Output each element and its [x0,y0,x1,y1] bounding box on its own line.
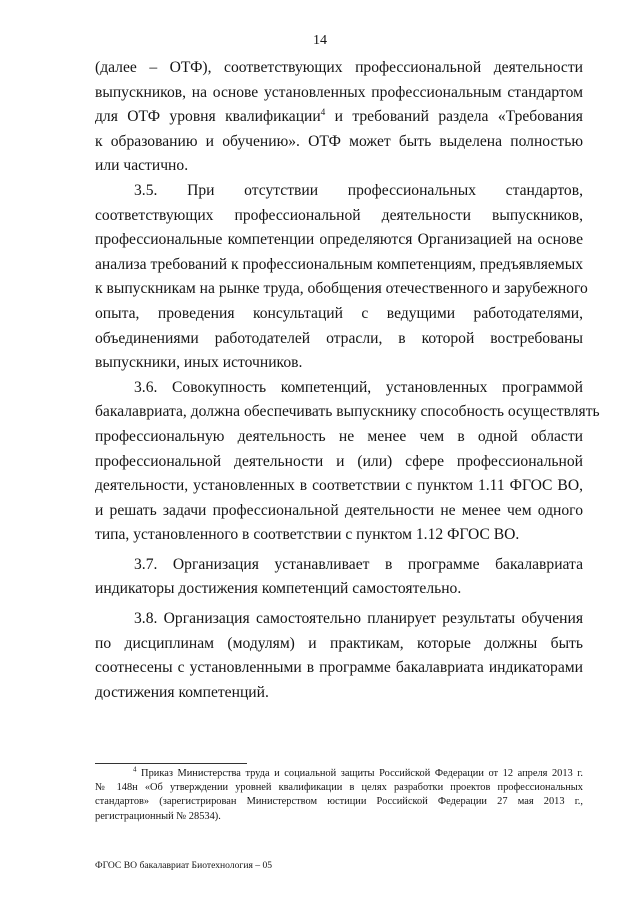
text-line: достижения компетенций. [95,683,269,701]
document-footer: ФГОС ВО бакалавриат Биотехнология – 05 [95,860,273,871]
text-line: выпускников, на основе установленных профессиональным стандартом [95,83,583,101]
text-line: (далее – ОТФ), соответствующих профессиональной деятельности [95,59,583,76]
footnote-line: регистрационный № 28534). [95,810,221,822]
text-line: деятельности, установленных в соответствии с пунктом 1.11 ФГОС ВО, [95,477,583,495]
text-line: или частично. [95,157,189,175]
paragraph-3-8 [95,607,583,705]
text-line: 3.8. Организация самостоятельно планирует результаты обучения [134,610,583,628]
text-line: индикаторы достижения компетенций самостоятельно. [95,580,462,598]
text-line: опыта, проведения консультаций с ведущими работодателями, [95,304,583,322]
text-line: соотнесены с установленными в программе бакалавриата индикаторами [95,659,583,677]
text-line: объединениями работодателей отрасли, в которой востребованы [95,329,583,347]
paragraph-otf-continuation [95,56,583,179]
footnote-separator [95,763,247,764]
text-line: и решать задачи профессиональной деятельности не менее чем одного [95,501,583,519]
page-number: 14 [313,33,327,48]
text-line: типа, установленного в соответствии с пунктом 1.12 ФГОС ВО. [95,526,520,544]
footnote-line: стандартов» (зарегистрирован Министерством юстиции Российской Федерации 27 мая 2013 г., [95,796,583,808]
text-line: бакалавриата, должна обеспечивать выпускнику способность осуществлять [95,403,600,421]
footnote-line: $^4$ Приказ Министерства труда и социальной защиты Российской Федерации от 12 апреля 2013 г. [133,765,583,779]
paragraph-3-6 [95,376,600,548]
footnote-marker: 4 [133,765,137,774]
paragraph-3-5 [95,179,588,376]
text-line: 3.6. Совокупность компетенций, установленных программой [134,378,583,396]
text-line: 3.7. Организация устанавливает в программе бакалавриата [134,555,583,573]
text-line: профессиональную деятельность не менее чем в одной области [95,427,583,445]
footnote [95,767,583,824]
text-line: профессиональные компетенции определяются Организацией на основе [95,231,583,249]
document-body [95,56,600,705]
text-line: 3.5. При отсутствии профессиональных стандартов, [134,181,583,199]
text-line: соответствующих профессиональной деятельности выпускников, [95,206,583,224]
text-line: выпускники, иных источников. [95,354,303,372]
text-line: для ОТФ уровня квалификации$^4$ и требований раздела «Требования [95,107,583,126]
footnote-reference: 4 [320,107,326,117]
text-line: по дисциплинам (модулям) и практикам, которые должны быть [95,634,583,652]
text-line: анализа требований к профессиональным компетенциям, предъявляемых [95,255,583,273]
text-line: к образованию и обучению». ОТФ может быть выделена полностью [95,132,583,150]
text-line: к выпускникам на рынке труда, обобщения отечественного и зарубежного [95,280,588,298]
footnote-line: № 148н «Об утверждении уровней квалификации в целях разработки проектов профессиональных [95,782,583,794]
paragraph-3-7 [95,553,583,602]
text-line: профессиональной деятельности и (или) сфере профессиональной [95,452,583,470]
